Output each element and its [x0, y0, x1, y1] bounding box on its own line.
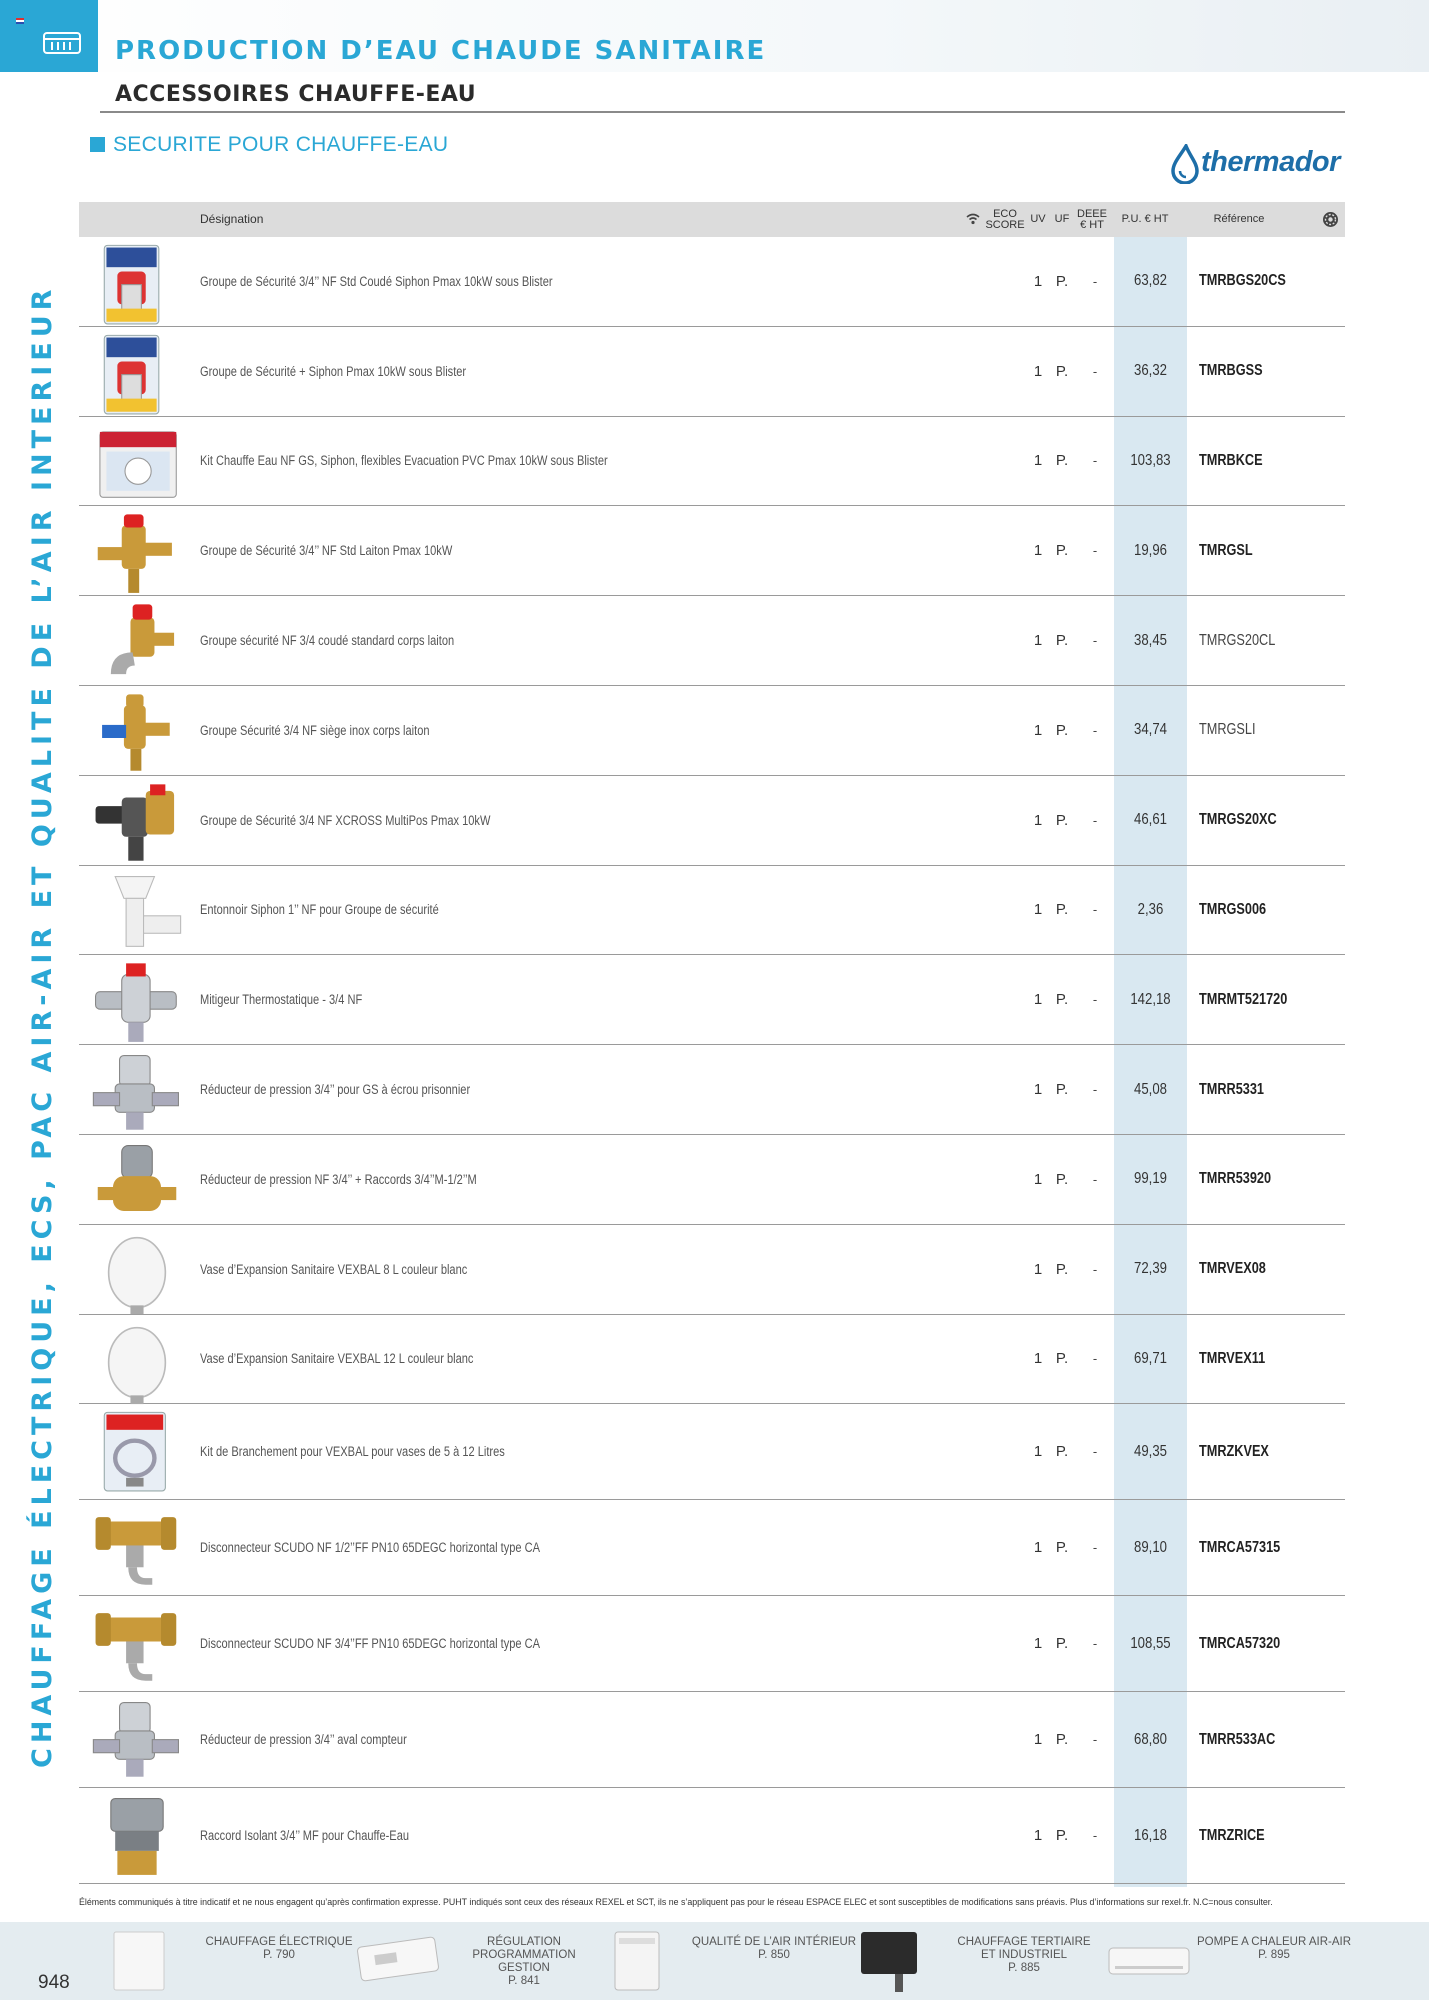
product-price: 72,39: [1134, 1260, 1167, 1278]
product-price: 89,10: [1134, 1538, 1167, 1556]
footer-nav-item[interactable]: [355, 1928, 595, 1994]
product-reference[interactable]: TMRVEX08: [1199, 1260, 1266, 1278]
product-reference[interactable]: TMRR53920: [1199, 1170, 1272, 1188]
product-deee: -: [1092, 812, 1098, 828]
footer-nav-line2: ET INDUSTRIEL: [980, 1949, 1068, 1961]
product-image: [89, 1696, 185, 1783]
water-drop-icon: [1170, 144, 1200, 184]
table-row[interactable]: [79, 1135, 1345, 1225]
product-designation: Disconnecteur SCUDO NF 3/4’’FF PN10 65DEGC horizontal type CA: [200, 1636, 541, 1652]
footer-nav-line1: CHAUFFAGE TERTIAIRE: [957, 1936, 1091, 1948]
product-uv: 1: [1033, 901, 1043, 919]
product-deee: -: [1092, 992, 1098, 1008]
category-thumbnail: [1105, 1928, 1195, 1994]
product-uv: 1: [1033, 1539, 1043, 1557]
table-row[interactable]: [79, 1596, 1345, 1692]
product-reference[interactable]: TMRR533AC: [1199, 1730, 1276, 1748]
product-reference[interactable]: TMRCA57320: [1199, 1634, 1281, 1652]
footer-nav-page: P. 841: [508, 1975, 540, 1987]
flag-icon: [16, 18, 24, 24]
header-deee-line1: DEEE: [1077, 207, 1107, 220]
product-uv: 1: [1033, 632, 1043, 650]
product-deee: -: [1092, 722, 1098, 738]
product-image: [89, 600, 185, 687]
product-reference[interactable]: TMRGSL: [1199, 541, 1253, 559]
product-uf: P.: [1055, 1081, 1069, 1099]
product-image: [89, 959, 185, 1046]
product-uf: P.: [1055, 811, 1069, 829]
footer-nav-label: [1189, 1936, 1359, 1962]
brand-logo: [1170, 142, 1348, 186]
product-reference[interactable]: TMRMT521720: [1199, 990, 1288, 1008]
table-row[interactable]: [79, 1315, 1345, 1405]
footer-nav-line1: POMPE A CHALEUR AIR-AIR: [1196, 1936, 1351, 1948]
table-row[interactable]: [79, 776, 1345, 866]
product-uf: P.: [1055, 991, 1069, 1009]
product-deee: -: [1092, 1444, 1098, 1460]
product-designation: Vase d’Expansion Sanitaire VEXBAL 12 L couleur blanc: [200, 1351, 474, 1367]
product-image: [89, 1319, 185, 1406]
product-uv: 1: [1033, 452, 1043, 470]
product-price: 103,83: [1130, 451, 1171, 469]
product-deee: -: [1092, 1261, 1098, 1277]
table-row[interactable]: [79, 686, 1345, 776]
product-reference[interactable]: TMRBKCE: [1199, 451, 1263, 469]
footer-nav-item[interactable]: [1105, 1928, 1351, 1994]
product-deee: -: [1092, 363, 1098, 379]
product-price: 19,96: [1134, 541, 1167, 559]
product-designation: Kit Chauffe Eau NF GS, Siphon, flexibles Evacuation PVC Pmax 10kW sous Blister: [200, 453, 608, 469]
product-uf: P.: [1055, 1731, 1069, 1749]
header-designation: Désignation: [200, 212, 264, 226]
page-number: 948: [38, 1972, 70, 1993]
product-image: [89, 1229, 185, 1316]
product-deee: -: [1092, 1082, 1098, 1098]
category-thumbnail: [855, 1928, 945, 1994]
product-designation: Réducteur de pression NF 3/4’’ + Raccords 3/4’’M-1/2’’M: [200, 1171, 477, 1187]
product-uv: 1: [1033, 542, 1043, 560]
product-uv: 1: [1033, 991, 1043, 1009]
product-designation: Groupe de Sécurité 3/4’’ NF Std Coudé Siphon Pmax 10kW sous Blister: [200, 273, 553, 289]
footer-nav-page: P. 850: [758, 1949, 790, 1961]
product-price: 46,61: [1134, 811, 1167, 829]
product-reference[interactable]: TMRGS20XC: [1199, 811, 1277, 829]
product-image: [89, 1792, 185, 1879]
category-thumbnail: [355, 1928, 445, 1994]
product-reference[interactable]: TMRCA57315: [1199, 1538, 1281, 1556]
product-reference[interactable]: TMRVEX11: [1199, 1349, 1266, 1367]
footer-nav-item[interactable]: [855, 1928, 1095, 1994]
footer-nav-line1: CHAUFFAGE ÉLECTRIQUE: [205, 1936, 353, 1948]
header-eco-line1: ECO: [993, 207, 1017, 220]
disclaimer: Éléments communiqués à titre indicatif et ne nous engagent qu’après confirmation expresse. PUHT indiqués sont ceux des réseaux REXEL et SCT, ils ne s’appliquent pas pour le réseau ESPACE ELEC et sont susceptibles de modifications sans préavis. Plus d’informations sur rexel.fr. N.C=nous consulter.: [79, 1897, 1273, 1908]
product-uv: 1: [1033, 272, 1043, 290]
subtitle-divider: [100, 111, 1345, 113]
product-price: 45,08: [1134, 1080, 1167, 1098]
product-price: 68,80: [1134, 1730, 1167, 1748]
header-uf: UF: [1054, 213, 1070, 225]
product-image: [89, 1139, 185, 1226]
footer-nav-line2: GESTION: [498, 1962, 550, 1974]
product-uf: P.: [1055, 1170, 1069, 1188]
product-uv: 1: [1033, 1170, 1043, 1188]
product-image: [89, 510, 185, 597]
product-price: 49,35: [1134, 1442, 1167, 1460]
product-image: [89, 1600, 185, 1687]
header-uv: UV: [1030, 213, 1046, 225]
footer-nav-item[interactable]: [110, 1928, 353, 1994]
product-uf: P.: [1055, 1443, 1069, 1461]
section-marker: [90, 137, 105, 152]
product-price: 16,18: [1134, 1826, 1167, 1844]
table-row[interactable]: [79, 327, 1345, 417]
product-deee: -: [1092, 633, 1098, 649]
product-reference[interactable]: TMRZRICE: [1199, 1826, 1265, 1844]
product-deee: -: [1092, 543, 1098, 559]
table-header: [79, 202, 1345, 237]
product-designation: Groupe de Sécurité 3/4 NF XCROSS MultiPos Pmax 10kW: [200, 812, 491, 828]
page-subtitle: ACCESSOIRES CHAUFFE-EAU: [115, 82, 477, 107]
category-tab[interactable]: [0, 0, 98, 72]
footer-nav-label: [439, 1936, 609, 1988]
table-row[interactable]: [79, 506, 1345, 596]
product-reference[interactable]: TMRGS006: [1199, 900, 1267, 918]
footer-nav-item[interactable]: [605, 1928, 857, 1994]
footer-nav-page: P. 790: [263, 1949, 295, 1961]
product-designation: Mitigeur Thermostatique - 3/4 NF: [200, 992, 363, 1008]
product-uf: P.: [1055, 542, 1069, 560]
product-image: [89, 870, 185, 957]
product-uf: P.: [1055, 721, 1069, 739]
product-uv: 1: [1033, 1731, 1043, 1749]
product-uv: 1: [1033, 362, 1043, 380]
product-designation: Vase d’Expansion Sanitaire VEXBAL 8 L couleur blanc: [200, 1261, 468, 1277]
product-deee: -: [1092, 273, 1098, 289]
product-uf: P.: [1055, 1260, 1069, 1278]
product-reference[interactable]: TMRR5331: [1199, 1080, 1264, 1098]
product-price: 99,19: [1134, 1170, 1167, 1188]
product-designation: Kit de Branchement pour VEXBAL pour vases de 5 à 12 Litres: [200, 1444, 505, 1460]
product-designation: Groupe sécurité NF 3/4 coudé standard corps laiton: [200, 633, 455, 649]
page-title: PRODUCTION D’EAU CHAUDE SANITAIRE: [115, 36, 767, 66]
header-unit-price: P.U. € HT: [1121, 213, 1169, 225]
product-image: [89, 690, 185, 777]
product-designation: Groupe Sécurité 3/4 NF siège inox corps laiton: [200, 722, 430, 738]
product-uv: 1: [1033, 1350, 1043, 1368]
product-image: [89, 241, 185, 328]
product-price: 34,74: [1134, 721, 1167, 739]
product-designation: Réducteur de pression 3/4’’ pour GS à écrou prisonnier: [200, 1082, 471, 1098]
product-reference[interactable]: TMRBGS20CS: [1199, 272, 1286, 290]
product-reference[interactable]: TMRZKVEX: [1199, 1442, 1269, 1460]
product-uv: 1: [1033, 1081, 1043, 1099]
header-deee-line2: € HT: [1080, 218, 1104, 231]
product-uv: 1: [1033, 1443, 1043, 1461]
product-image: [89, 1049, 185, 1136]
product-price: 142,18: [1130, 990, 1171, 1008]
footer-nav-label: [939, 1936, 1109, 1975]
footer-nav-line1: QUALITÉ DE L’AIR INTÉRIEUR: [691, 1936, 857, 1948]
product-price: 36,32: [1134, 362, 1167, 380]
table-row[interactable]: [79, 1788, 1345, 1884]
product-designation: Raccord Isolant 3/4’’ MF pour Chauffe-Eau: [200, 1828, 410, 1844]
water-heater-icon: [42, 30, 82, 56]
product-deee: -: [1092, 453, 1098, 469]
product-deee: -: [1092, 902, 1098, 918]
footer-nav-label: [689, 1936, 859, 1962]
product-image: [89, 1408, 185, 1495]
product-uf: P.: [1055, 632, 1069, 650]
table-row[interactable]: [79, 596, 1345, 686]
table-row[interactable]: [79, 1404, 1345, 1500]
category-thumbnail: [110, 1928, 200, 1994]
product-deee: -: [1092, 1636, 1098, 1652]
product-uf: P.: [1055, 452, 1069, 470]
product-uv: 1: [1033, 1827, 1043, 1845]
table-row[interactable]: [79, 1692, 1345, 1788]
header-eco-score: [985, 202, 1025, 237]
product-deee: -: [1092, 1171, 1098, 1187]
footer-nav-line1: RÉGULATION PROGRAMMATION: [472, 1936, 576, 1961]
product-price: 69,71: [1134, 1349, 1167, 1367]
product-image: [89, 421, 185, 508]
table-row[interactable]: [79, 1225, 1345, 1315]
product-reference[interactable]: TMRBGSS: [1199, 362, 1263, 380]
table-row[interactable]: [79, 1500, 1345, 1596]
side-category-label: CHAUFFAGE ÉLECTRIQUE, ECS, PAC AIR-AIR ET QUALITE DE L’AIR INTERIEUR: [27, 284, 58, 1768]
brand-name: thermador: [1201, 146, 1340, 178]
header-reference: Référence: [1213, 213, 1265, 225]
product-designation: Groupe de Sécurité + Siphon Pmax 10kW sous Blister: [200, 363, 467, 379]
product-deee: -: [1092, 1351, 1098, 1367]
table-row[interactable]: [79, 1045, 1345, 1135]
header-eco-line2: SCORE: [985, 218, 1025, 231]
section-title: SECURITE POUR CHAUFFE-EAU: [113, 133, 449, 156]
product-uv: 1: [1033, 1260, 1043, 1278]
table-row[interactable]: [79, 866, 1345, 956]
product-price: 63,82: [1134, 272, 1167, 290]
product-price: 38,45: [1134, 631, 1167, 649]
product-uf: P.: [1055, 901, 1069, 919]
product-price: 2,36: [1137, 900, 1164, 918]
footer-nav-page: P. 885: [1008, 1962, 1040, 1974]
table-row[interactable]: [79, 417, 1345, 507]
product-uf: P.: [1055, 362, 1069, 380]
footer-nav-label: [194, 1936, 364, 1962]
product-uv: 1: [1033, 811, 1043, 829]
product-price: 108,55: [1130, 1634, 1171, 1652]
product-image: [89, 1504, 185, 1591]
product-image: [89, 331, 185, 418]
product-deee: -: [1092, 1540, 1098, 1556]
category-thumbnail: [605, 1928, 695, 1994]
product-designation: Disconnecteur SCUDO NF 1/2’’FF PN10 65DEGC horizontal type CA: [200, 1540, 541, 1556]
product-uv: 1: [1033, 1635, 1043, 1653]
product-designation: Réducteur de pression 3/4’’ aval compteur: [200, 1732, 407, 1748]
product-table: [79, 237, 1345, 1884]
product-uf: P.: [1055, 1350, 1069, 1368]
product-reference[interactable]: TMRGS20CL: [1199, 631, 1276, 649]
product-reference[interactable]: TMRGSLI: [1199, 721, 1256, 739]
product-uf: P.: [1055, 1539, 1069, 1557]
product-uf: P.: [1055, 272, 1069, 290]
product-deee: -: [1092, 1732, 1098, 1748]
footer-nav-page: P. 895: [1258, 1949, 1290, 1961]
product-uf: P.: [1055, 1635, 1069, 1653]
header-deee: [1074, 202, 1110, 237]
product-image: [89, 780, 185, 867]
gear-icon[interactable]: [1322, 211, 1339, 228]
product-deee: -: [1092, 1828, 1098, 1844]
wifi-icon: [966, 213, 980, 225]
table-row[interactable]: [79, 955, 1345, 1045]
product-uv: 1: [1033, 721, 1043, 739]
product-uf: P.: [1055, 1827, 1069, 1845]
table-row[interactable]: [79, 237, 1345, 327]
product-designation: Entonnoir Siphon 1’’ NF pour Groupe de sécurité: [200, 902, 439, 918]
product-designation: Groupe de Sécurité 3/4’’ NF Std Laiton Pmax 10kW: [200, 543, 453, 559]
